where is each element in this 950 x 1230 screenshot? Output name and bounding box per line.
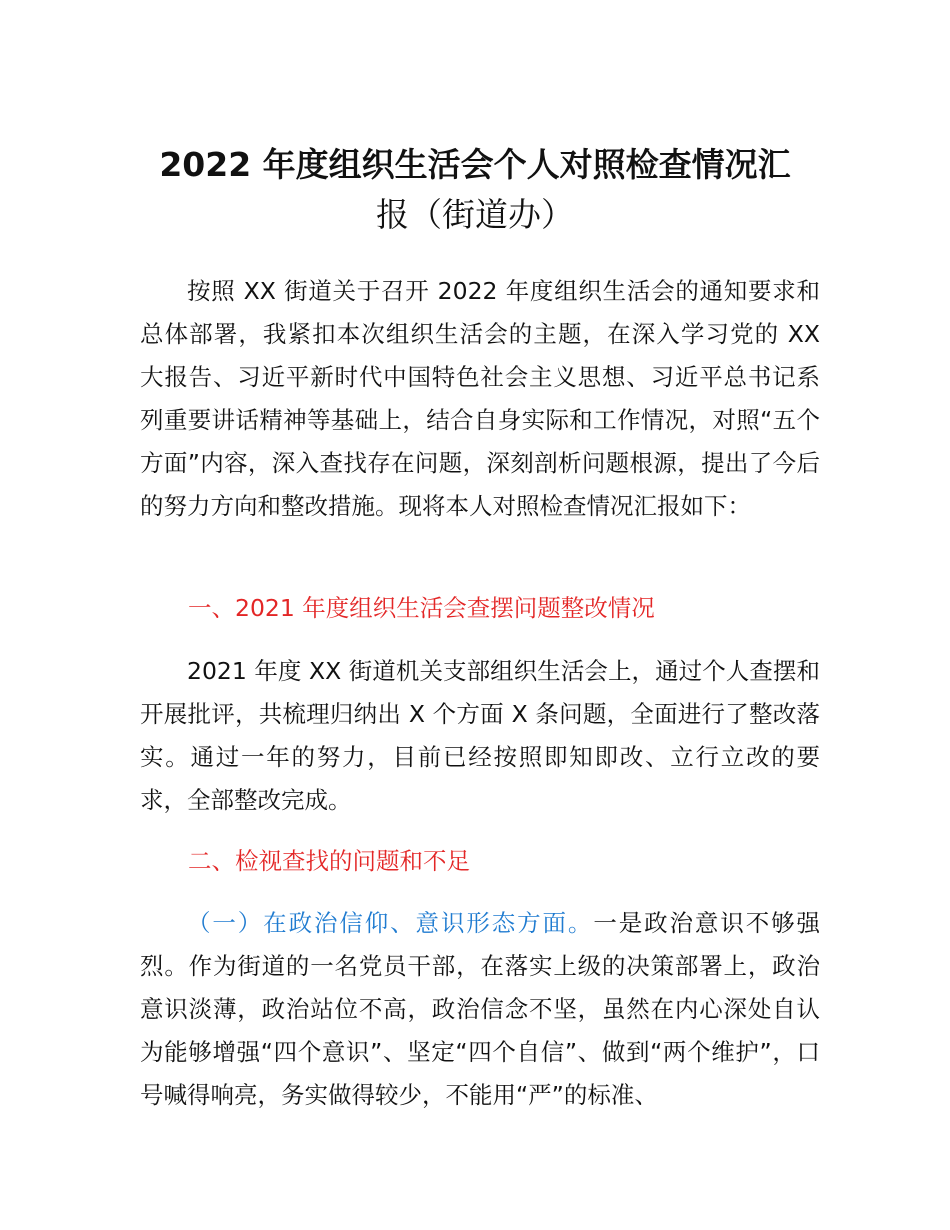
political-belief-text: 一是政治意识不够强烈。作为街道的一名党员干部，在落实上级的决策部署上，政治意识淡薄，政治站位不高，政治信念不坚，虽然在内心深处自认为能够增强“四个意识”、坚定“四个自信”、做到“两个维护”，口号喊得响亮，务实做得较少，不能用“严”的标准、 <box>140 909 821 1109</box>
section-heading-2: 二、检视查找的问题和不足 <box>188 847 470 875</box>
title-line-1: 2022 年度组织生活会个人对照检查情况汇 <box>159 145 791 184</box>
rectification-paragraph: 2021 年度 XX 街道机关支部组织生活会上，通过个人查摆和开展批评，共梳理归纳出 X 个方面 X 条问题，全面进行了整改落实。通过一年的努力，目前已经按照即知即改、立行立改的要求，全部整改完成。 <box>140 657 820 814</box>
intro-paragraph: 按照 XX 街道关于召开 2022 年度组织生活会的通知要求和总体部署，我紧扣本次组织生活会的主题，在深入学习党的 XX 大报告、习近平新时代中国特色社会主义思想、习近平总书记系列重要讲话精神等基础上，结合自身实际和工作情况，对照“五个方面”内容，深入查找存在问题，深刻剖析问题根源，提出了今后的努力方向和整改措施。现将本人对照检查情况汇报如下： <box>140 277 820 520</box>
title-line-2: 报（街道办） <box>376 195 574 234</box>
subsection-heading-1: （一）在政治信仰、意识形态方面。 <box>187 909 594 937</box>
section-heading-1: 一、2021 年度组织生活会查摆问题整改情况 <box>188 594 655 622</box>
document-title <box>135 140 815 240</box>
political-belief-paragraph <box>140 902 820 1117</box>
